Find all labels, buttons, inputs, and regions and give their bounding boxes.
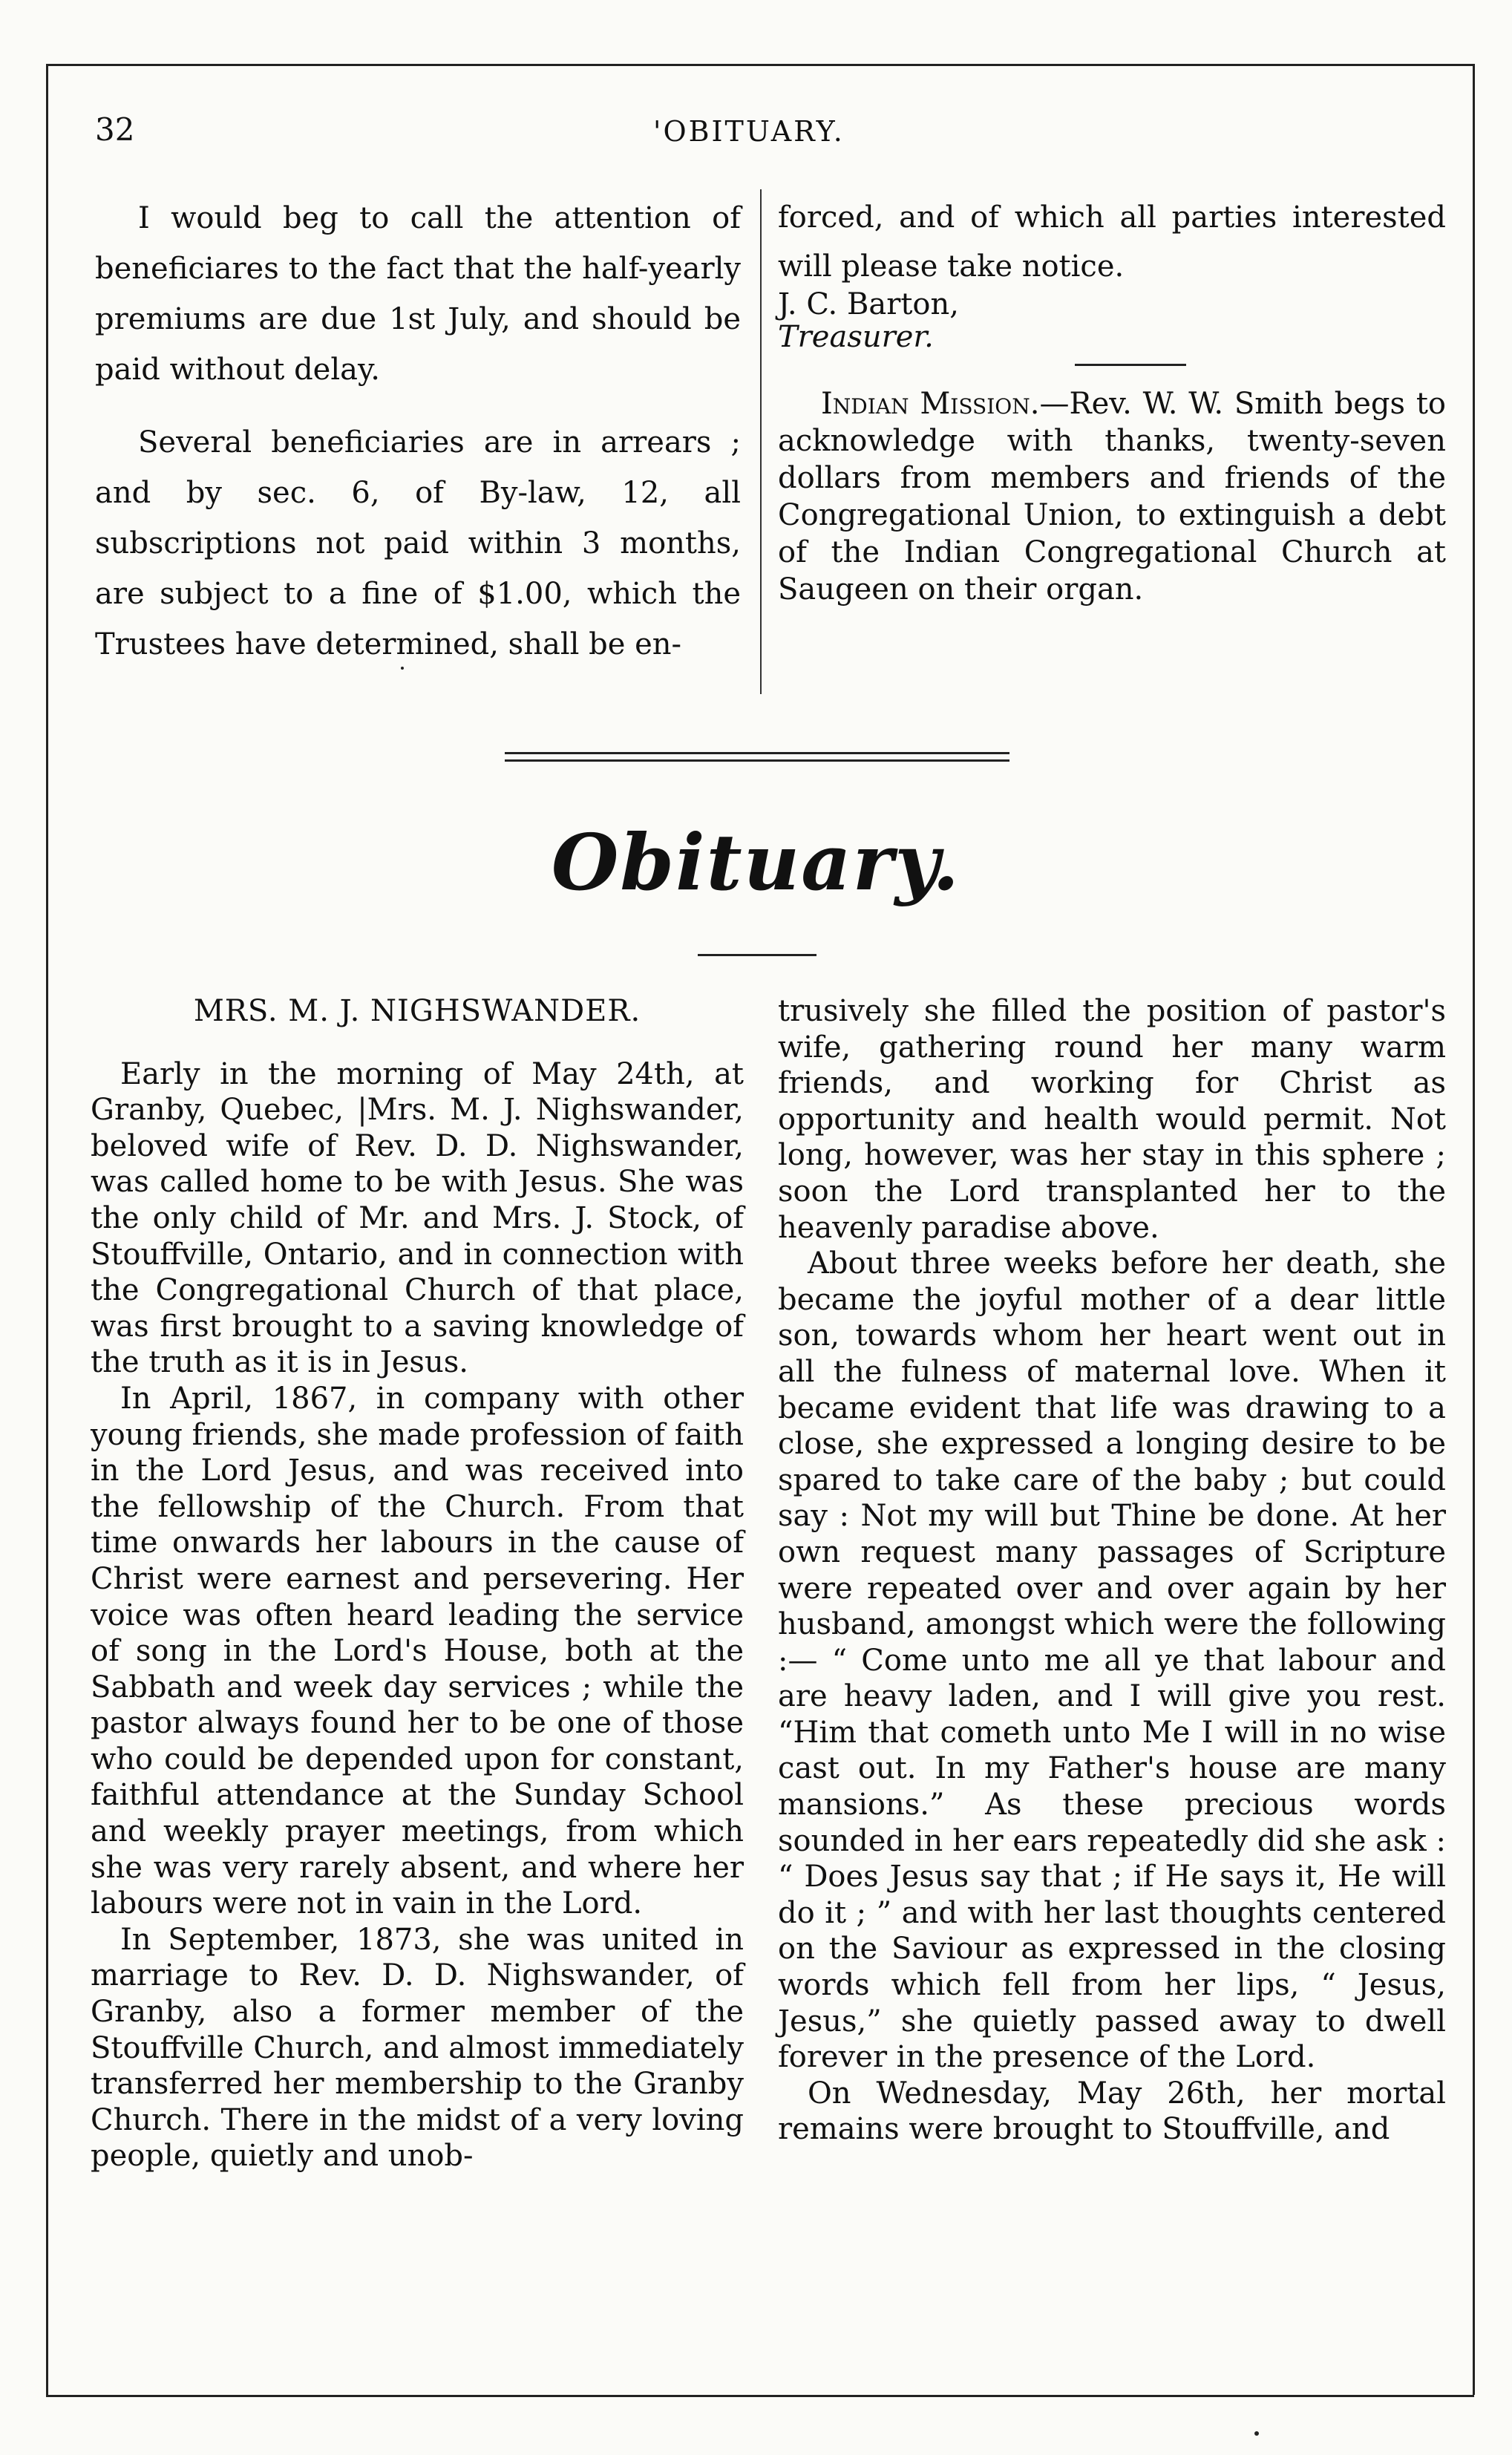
- top-right-column: [778, 193, 1446, 608]
- obituary-left-column: [91, 993, 744, 2174]
- premium-notice-paragraph: I would beg to call the attention of beneficiares to the fact that the half-yearly premiums are due 1st July, and should be paid without delay.: [95, 201, 741, 387]
- signature-name: J. C. Barton,: [778, 287, 959, 321]
- page-border-right: [1473, 64, 1475, 2395]
- top-left-column: [95, 193, 741, 670]
- indian-mission-paragraph: [778, 385, 1446, 608]
- section-rule-lower: [505, 759, 1009, 762]
- obituary-paragraph: In April, 1867, in company with other young friends, she made profession of faith in the Lord Jesus, and was received into the fellowship of the Church. From that time onwards her labours in the cause of Christ were earnest and persevering. Her voice was often heard leading the service of song in the Lord's House, both at the Sabbath and week day services ; while the pastor always found her to be one of those who could be depended upon for constant, faithful attendance at the Sunday School and weekly prayer meetings, from which she was very rarely absent, and where her labours were not in vain in the Lord.: [91, 1381, 744, 1921]
- section-title: Obituary.: [551, 817, 961, 908]
- obituary-paragraph: About three weeks before her death, she became the joyful mother of a dear little son, towards whom her heart went out in all the fulness of maternal love. When it became evident that life was drawing to a close, she expressed a longing desire to be spared to take care of the baby ; but could say : Not my will but Thine be done. At her own request many passages of Scripture were repeated over and over again by her husband, amongst which were the following :— “ Come unto me all ye that labour and are heavy laden, and I will give you rest. “Him that cometh unto Me I will in no wise cast out. In my Father's house are many mansions.” As these precious words sounded in her ears repeatedly did she ask : “ Does Jesus say that ; if He says it, He will do it ; ” and with her last thoughts centered on the Saviour as expressed in the closing words which fell from her lips, “ Jesus, Jesus,” she quietly passed away to dwell forever in the presence of the Lord.: [778, 1246, 1446, 2075]
- obituary-right-column: [778, 993, 1446, 2148]
- short-rule: [1075, 364, 1186, 366]
- page-border-bottom: [46, 2395, 1474, 2397]
- obituary-heading: MRS. M. J. NIGHSWANDER.: [193, 994, 641, 1028]
- title-rule: [698, 954, 816, 956]
- indian-mission-heading: Indian Mission.: [821, 387, 1040, 421]
- page-number: 32: [95, 111, 135, 148]
- page-border-left: [46, 64, 48, 2395]
- indian-mission-body: —Rev. W. W. Smith begs to acknowledge with thanks, twenty-seven dollars from members and friends of the Congregational Union, to extinguish a debt of the Indian Congregational Church at Saugeen on their organ.: [778, 387, 1446, 607]
- arrears-notice-paragraph: Several beneficiaries are in arrears ; and by sec. 6, of By-law, 12, all subscriptions not paid within 3 months, are subject to a fine of $1.00, which the Trustees have determined, shall be en-: [95, 425, 741, 661]
- section-rule-upper: [505, 752, 1009, 754]
- column-divider: [760, 189, 762, 694]
- obituary-paragraph: Early in the morning of May 24th, at Granby, Quebec, |Mrs. M. J. Nighswander, beloved wife of Rev. D. D. Nighswander, was called home to be with Jesus. She was the only child of Mr. and Mrs. J. Stock, of Stouffville, Ontario, and in connection with the Congregational Church of that place, was first brought to a saving knowledge of the truth as it is in Jesus.: [91, 1056, 744, 1380]
- signature-role: Treasurer.: [778, 320, 934, 354]
- print-speck: [401, 667, 404, 670]
- print-speck: [1254, 2431, 1259, 2436]
- obituary-paragraph: On Wednesday, May 26th, her mortal remains were brought to Stouffville, and: [778, 2076, 1446, 2147]
- running-title: 'OBITUARY.: [653, 115, 845, 148]
- obituary-paragraph: trusively she filled the position of pastor's wife, gathering round her many warm friends, and working for Christ as opportunity and health would permit. Not long, however, was her stay in this sphere ; soon the Lord transplanted her to the heavenly paradise above.: [778, 994, 1446, 1245]
- obituary-paragraph: In September, 1873, she was united in marriage to Rev. D. D. Nighswander, of Granby, also a former member of the Stouffville Church, and almost immediately transferred her membership to the Granby Church. There in the midst of a very loving people, quietly and unob-: [91, 1922, 744, 2174]
- notice-continuation: forced, and of which all parties interested will please take notice.: [778, 200, 1446, 284]
- page-border-top: [46, 64, 1474, 66]
